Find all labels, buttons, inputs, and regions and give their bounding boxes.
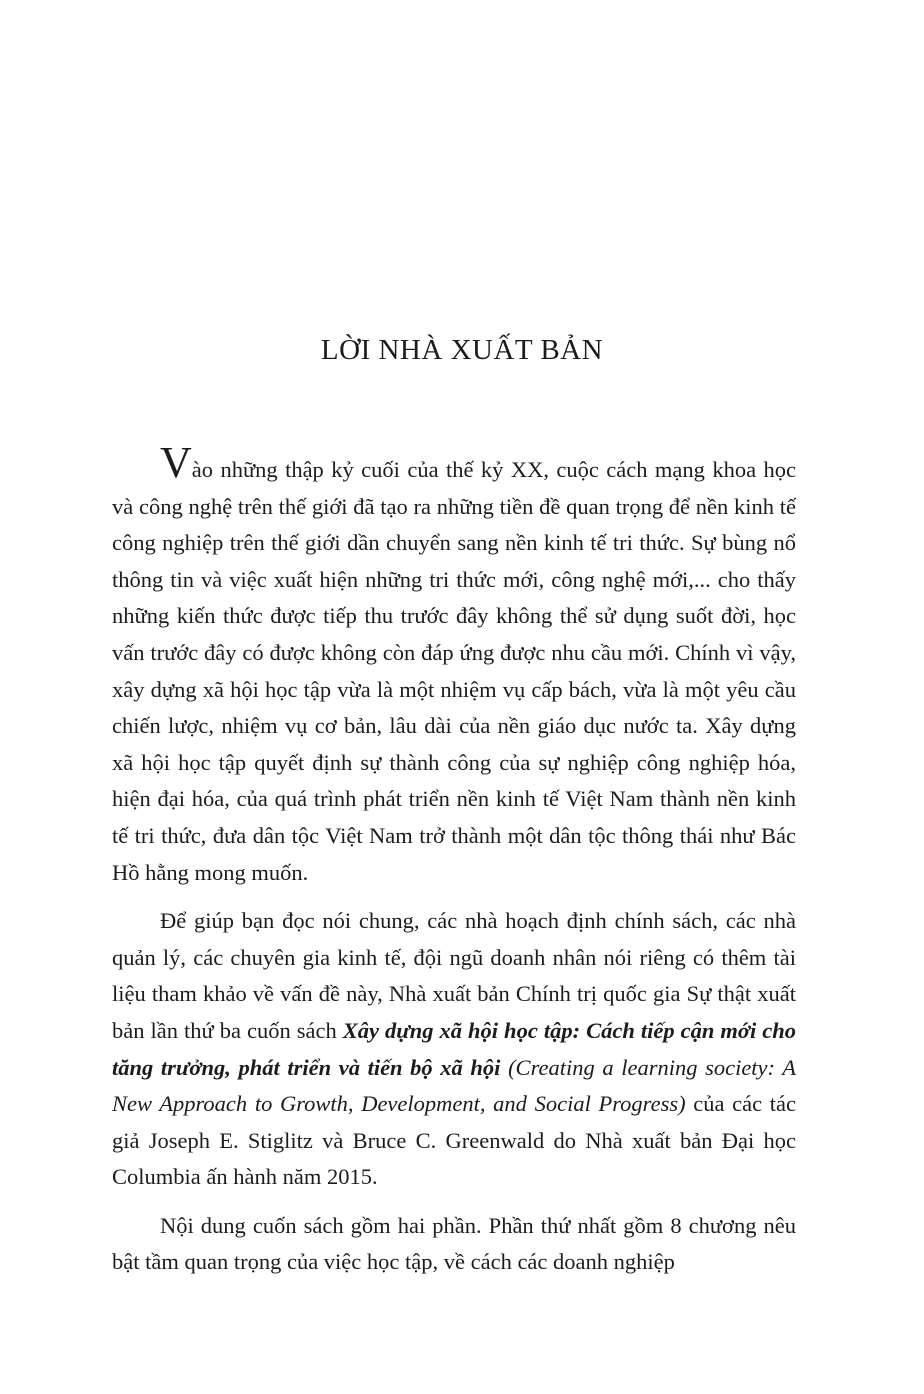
paragraph-3 xyxy=(112,1208,796,1281)
paragraph-2-text-before: Để giúp bạn đọc nói chung, các nhà hoạch định chính sách, các nhà quản lý, các chuyên gia kinh tế, đội ngũ doanh nhân nói riêng có thêm tài liệu tham khảo về vấn đề này, Nhà xuất bản Chính trị quốc gia Sự thật xuất bản lần thứ ba cuốn sách xyxy=(112,908,796,1043)
english-title: (Creating a learning society: A New Approach to Growth, Development, and Social Progress) xyxy=(112,1054,796,1117)
book-title: Xây dựng xã hội học tập: Cách tiếp cận mới cho tăng trưởng, phát triển và tiến bộ xã hội xyxy=(112,1017,796,1080)
page-title: LỜI NHÀ XUẤT BẢN xyxy=(320,334,604,366)
paragraph-2 xyxy=(112,903,796,1196)
paragraph-3-text: Nội dung cuốn sách gồm hai phần. Phần thứ nhất gồm 8 chương nêu bật tầm quan trọng của việc học tập, về cách các doanh nghiệp xyxy=(112,1212,796,1275)
paragraph-2-space xyxy=(500,1055,508,1080)
dropcap-letter: V xyxy=(160,438,192,487)
paragraph-1 xyxy=(112,438,796,891)
body-text xyxy=(112,438,796,1281)
paragraph-2-text-after: của các tác giả Joseph E. Stiglitz và Bruce C. Greenwald do Nhà xuất bản Đại học Columbia ấn hành năm 2015. xyxy=(112,1091,796,1190)
paragraph-1-text: ào những thập kỷ cuối của thế kỷ XX, cuộc cách mạng khoa học và công nghệ trên thế giới đã tạo ra những tiền đề quan trọng để nền kinh tế công nghiệp trên thế giới dần chuyển sang nền kinh tế tri thức. Sự bùng nổ thông tin và việc xuất hiện những tri thức mới, công nghệ mới,... cho thấy những kiến thức được tiếp thu trước đây không thể sử dụng suốt đời, học vấn trước đây có được không còn đáp ứng được nhu cầu mới. Chính vì vậy, xây dựng xã hội học tập vừa là một nhiệm vụ cấp bách, vừa là một yêu cầu chiến lược, nhiệm vụ cơ bản, lâu dài của nền giáo dục nước ta. Xây dựng xã hội học tập quyết định sự thành công của sự nghiệp công nghiệp hóa, hiện đại hóa, của quá trình phát triển nền kinh tế Việt Nam thành nền kinh tế tri thức, đưa dân tộc Việt Nam trở thành một dân tộc thông thái như Bác Hồ hằng mong muốn. xyxy=(112,457,796,885)
